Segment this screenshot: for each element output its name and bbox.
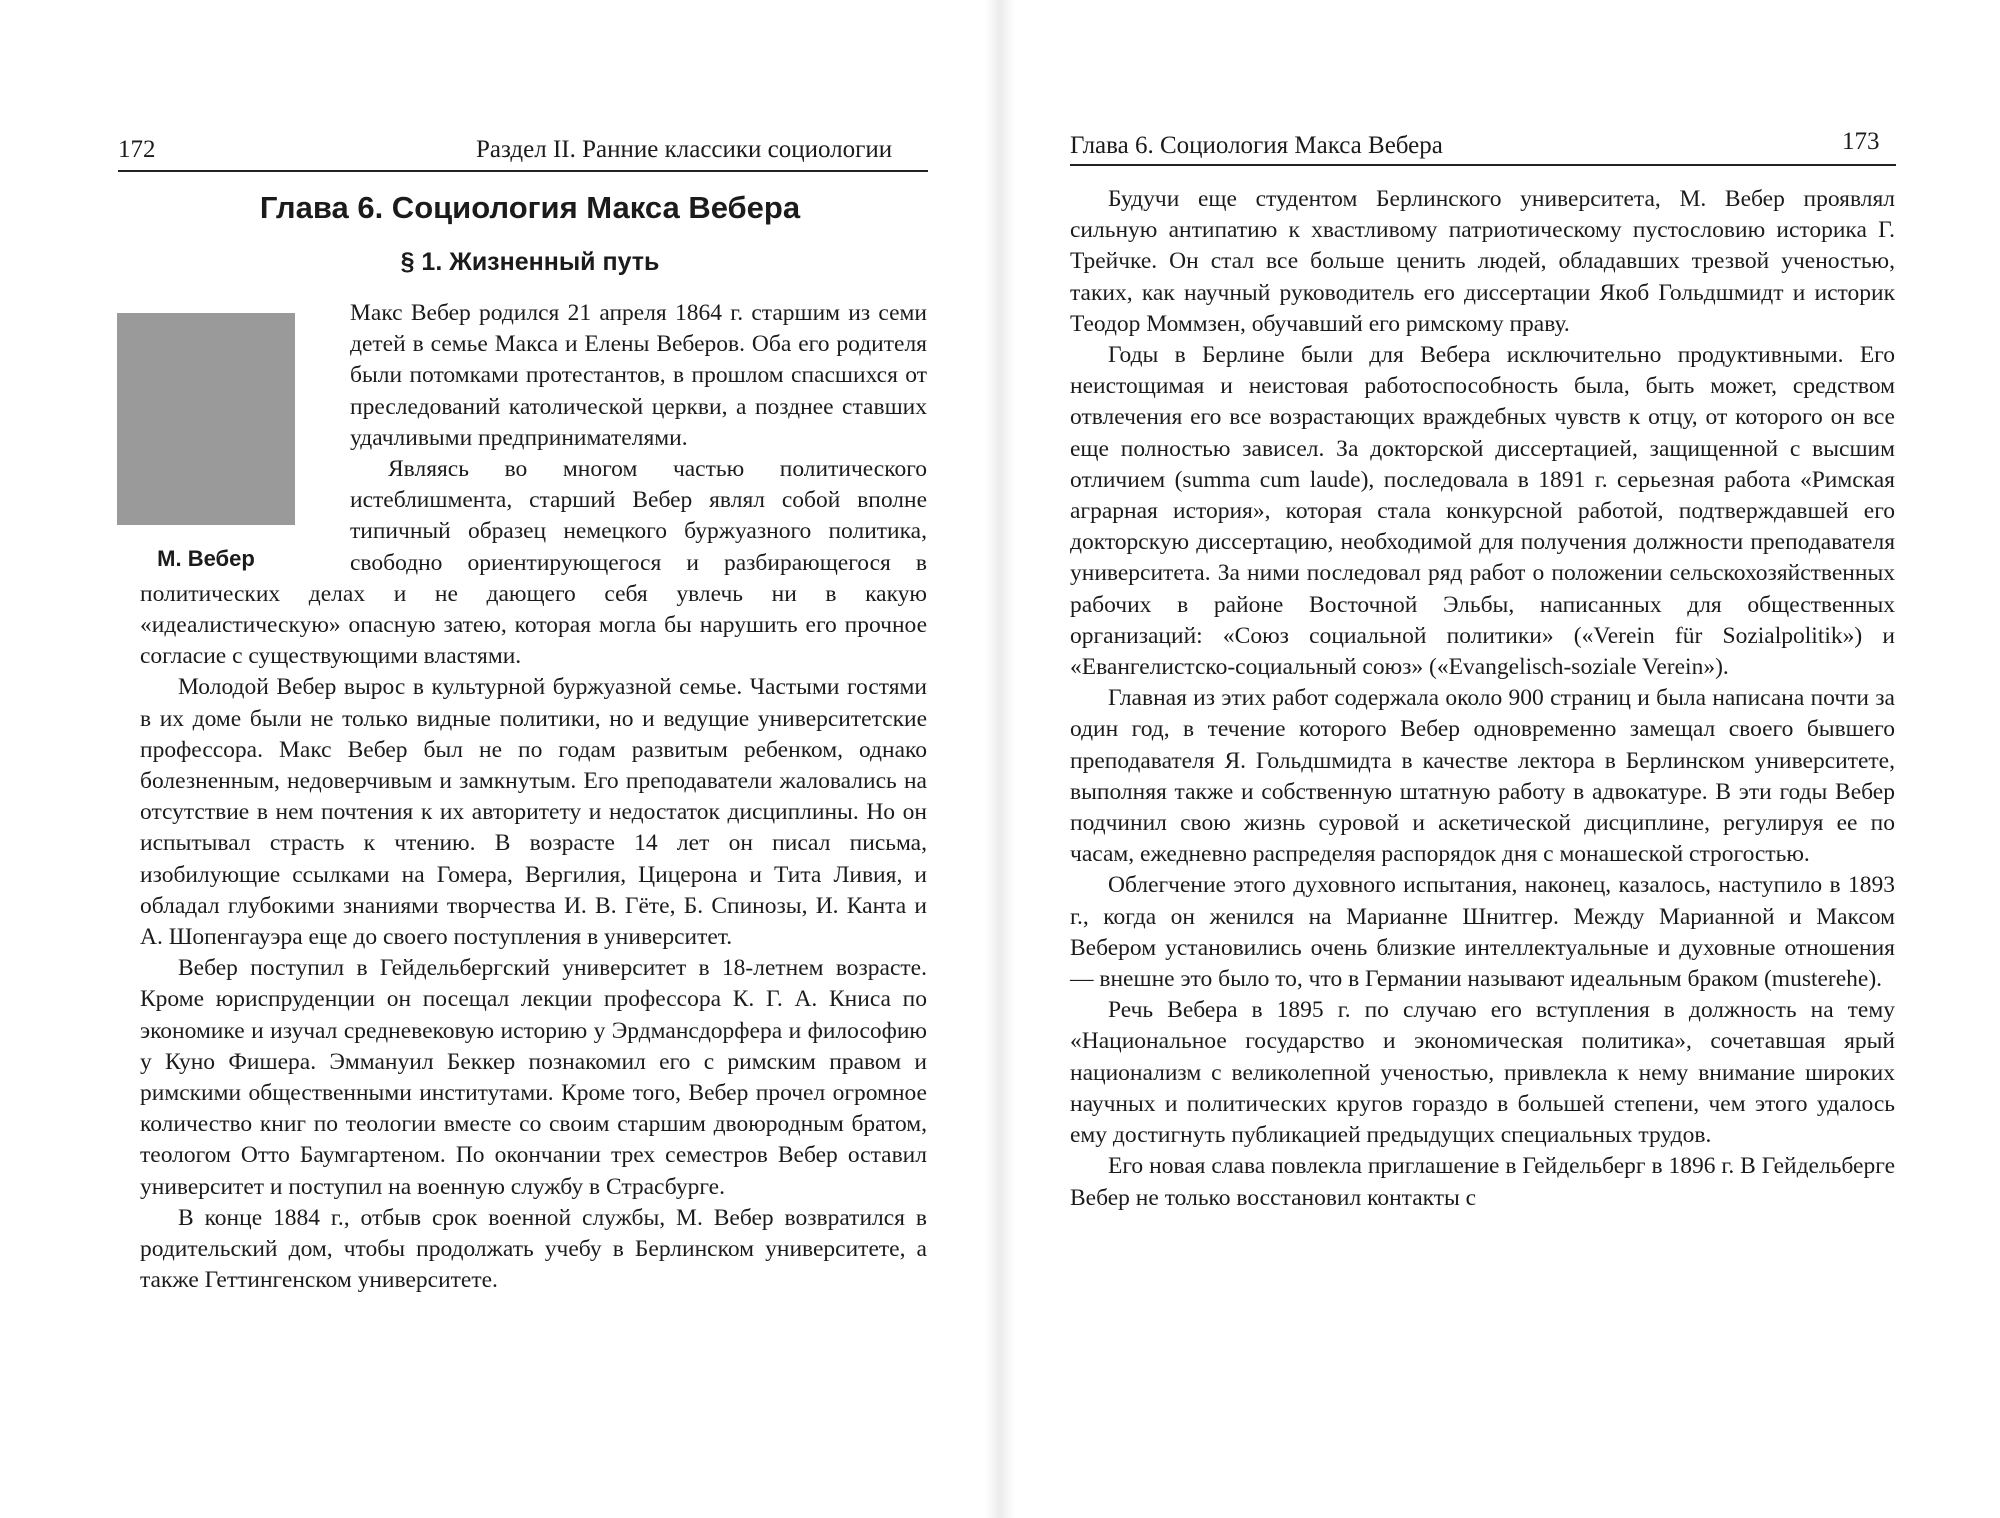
section-title: § 1. Жизненный путь <box>400 248 660 276</box>
header-rule-left <box>118 170 928 172</box>
right-page <box>1000 0 2000 1518</box>
page-number-left: 172 <box>118 136 156 163</box>
paragraph: Речь Вебера в 1895 г. по случаю его вступления в должность на тему «Национальное государство и экономическая политика», сочетавшая ярый национализм с великолепной ученостью, привлекла к нему внимание широких научных и политических кругов гораздо в большей степени, чем этого удалось ему достигнуть публикацией предыдущих специальных трудов. <box>1070 997 1895 1149</box>
chapter-title: Глава 6. Социология Макса Вебера <box>259 190 801 225</box>
paragraph: Являясь во многом частью политического истеблишмента, старший Вебер являл собой вполне типичный образец немецкого буржуазного политика, свободно ориентирующегося и разбирающегося в политических делах и не дающего себя увлечь ни в какую «идеалистическую» опасную затею, которая могла бы нарушить его прочное согласие с существующими властями. <box>140 456 927 670</box>
running-head-right: Глава 6. Социология Макса Вебера <box>1070 132 1443 159</box>
running-head-left: Раздел II. Ранние классики социологии <box>476 136 893 163</box>
paragraph: Молодой Вебер вырос в культурной буржуазной семье. Частыми гостями в их доме были не только видные политики, но и ведущие университетские профессора. Макс Вебер был не по годам развитым ребенком, однако болезненным, недоверчивым и замкнутым. Его преподаватели жаловались на отсутствие в нем почтения к их авторитету и недостаток дисциплины. Но он испытывал страсть к чтению. В возрасте 14 лет он писал письма, изобилующие ссылками на Гомера, Вергилия, Цицерона и Тита Ливия, и обладал глубокими знаниями творчества И. В. Гёте, Б. Спинозы, И. Канта и А. Шопенгауэра еще до своего поступления в университет. <box>140 674 927 951</box>
paragraph: Главная из этих работ содержала около 900 страниц и была написана почти за один год, в течение которого Вебер одновременно замещал своего бывшего преподавателя Я. Гольдшмидта в качестве лектора в Берлинском университете, выполняя также и собственную штатную работу в адвокатуре. В эти годы Вебер подчинил свою жизнь суровой и аскетической дисциплине, регулируя ее по часам, ежедневно распределяя распорядок дня с монашеской строгостью. <box>1070 685 1895 868</box>
paragraph: Его новая слава повлекла приглашение в Гейдельберг в 1896 г. В Гейдельберге Вебер не только восстановил контакты с <box>1070 1153 1895 1211</box>
portrait-caption: М. Вебер <box>157 546 255 571</box>
left-page-body <box>140 298 927 1297</box>
header-rule-right <box>1070 164 1896 166</box>
paragraph: В конце 1884 г., отбыв срок военной службы, М. Вебер возвратился в родительский дом, чтобы продолжать учебу в Берлинском университете, а также Геттингенском университете. <box>140 1204 927 1294</box>
paragraph: Макс Вебер родился 21 апреля 1864 г. старшим из семи детей в семье Макса и Елены Веберов. Оба его родителя были потомками протестантов, в прошлом спасшихся от преследований католической церкви, а позднее ставших удачливыми предпринимателями. <box>350 300 927 451</box>
paragraph: Годы в Берлине были для Вебера исключительно продуктивными. Его неистощимая и неистовая работоспособность была, быть может, средством отвлечения его все возрастающих враждебных чувств к отцу, от которого он все еще полностью зависел. За докторской диссертацией, защищенной с высшим отличием (summa cum laude), последовала в 1891 г. серьезная работа «Римская аграрная история», которая стала конкурсной работой, подтверждавшей его докторскую диссертацию, необходимой для получения должности преподавателя университета. За ними последовал ряд работ о положении сельскохозяйственных рабочих в районе Восточной Эльбы, написанных для общественных организаций: «Союз социальной политики» («Verein für Sozialpolitik») и «Евангелистско-социальный союз» («Evangelisch-soziale Verein»). <box>1070 342 1895 681</box>
paragraph: Вебер поступил в Гейдельбергский университет в 18-летнем возрасте. Кроме юриспруденции он посещал лекции профессора К. Г. А. Книса по экономике и изучал средневековую историю у Эрдмансдорфера и философию у Куно Фишера. Эммануил Беккер познакомил его с римским правом и римскими общественными институтами. Кроме того, Вебер прочел огромное количество книг по теологии вместе со своим старшим двоюродным братом, теологом Отто Баумгартеном. По окончании трех семестров Вебер оставил университет и поступил на военную службу в Страсбурге. <box>140 955 927 1200</box>
portrait-spacer <box>140 298 350 548</box>
right-page-body <box>1070 184 1895 1214</box>
paragraph: Облегчение этого духовного испытания, наконец, казалось, наступило в 1893 г., когда он женился на Марианне Шнитгер. Между Марианной и Максом Вебером установились очень близкие интеллектуальные и духовные отношения — внешне это было то, что в Германии называют идеальным браком (musterehe). <box>1070 872 1895 993</box>
paragraph: Будучи еще студентом Берлинского университета, М. Вебер проявлял сильную антипатию к хвастливому патриотическому пустословию историка Г. Трейчке. Он стал все больше ценить людей, обладавших трезвой ученостью, таких, как научный руководитель его диссертации Якоб Гольдшмидт и историк Теодор Моммзен, обучавший его римскому праву. <box>1070 186 1895 337</box>
page-number-right: 173 <box>1842 128 1880 155</box>
